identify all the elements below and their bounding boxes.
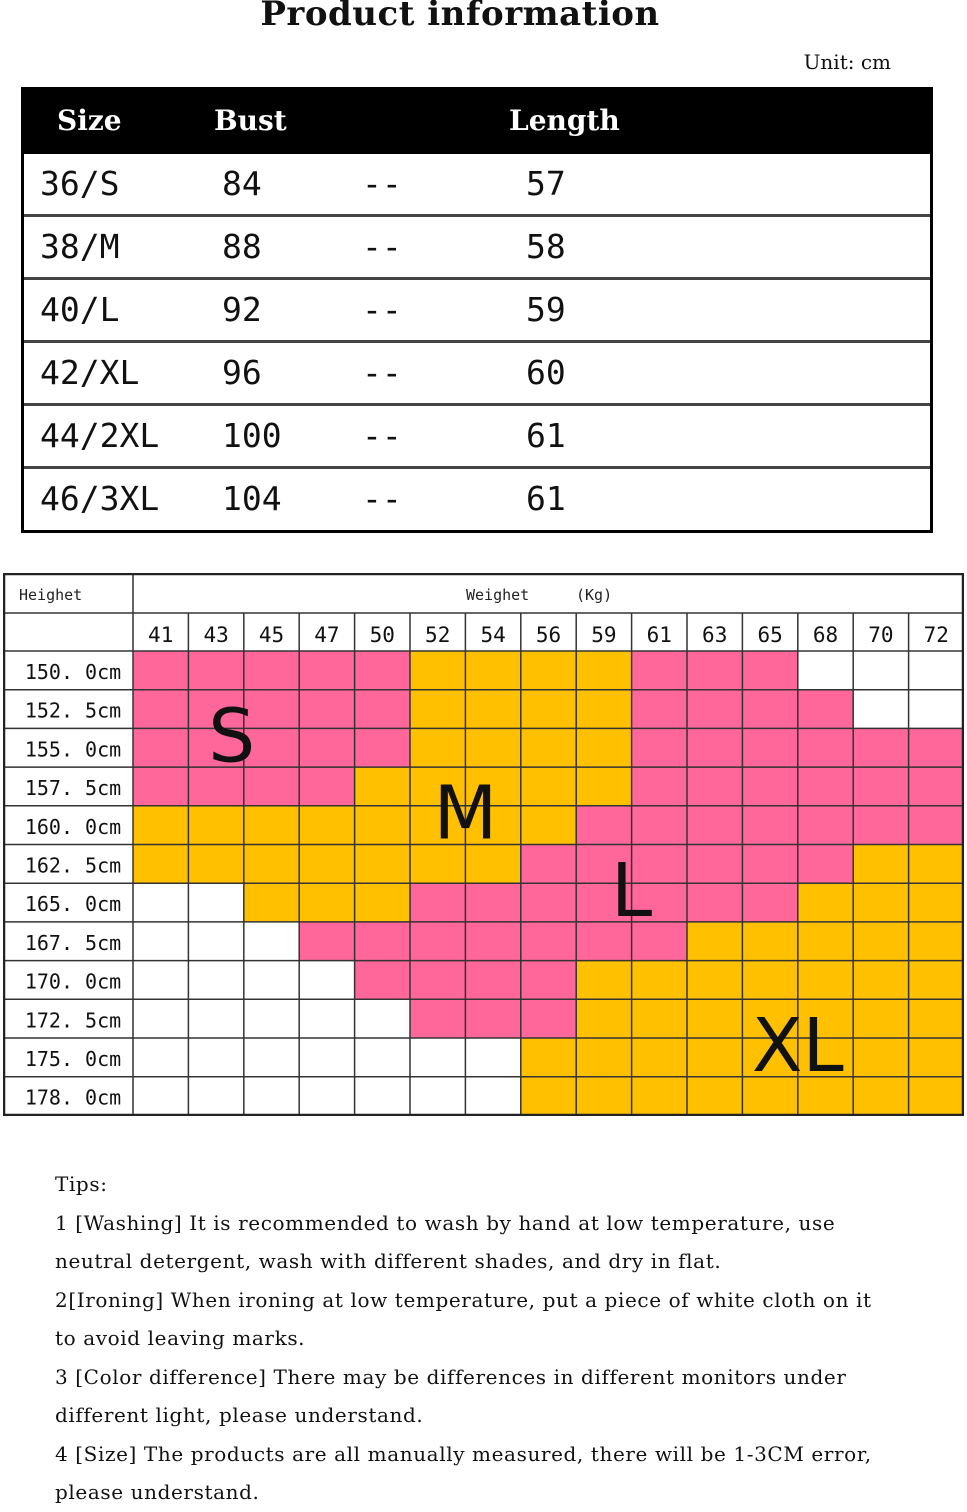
weight-unit: (Kg): [576, 586, 613, 604]
weight-label: 65: [757, 623, 783, 647]
height-label: 150. 0cm: [24, 660, 122, 684]
grid-cell: [853, 767, 909, 806]
grid-cell: [576, 1077, 632, 1116]
grid-cell: [410, 922, 466, 961]
bust-cell: 104: [222, 479, 282, 518]
tip-line: 4 [Size] The products are all manually measured, there will be 1-3CM error,: [55, 1441, 872, 1466]
grid-cell: [798, 728, 854, 767]
grid-cell: [410, 1077, 466, 1116]
grid-cell: [687, 922, 743, 961]
grid-cell: [742, 883, 798, 922]
grid-cell: [576, 690, 632, 729]
grid-cell: [410, 651, 466, 690]
grid-cell: [632, 767, 688, 806]
grid-cell: [632, 806, 688, 845]
grid-cell: [909, 922, 964, 961]
height-label: 165. 0cm: [24, 892, 122, 917]
tip-line: 2[Ironing] When ironing at low temperature, put a piece of white cloth on it: [55, 1287, 872, 1312]
separator-cell: --: [362, 353, 402, 392]
grid-cell: [687, 1038, 743, 1077]
grid-cell: [465, 728, 521, 767]
grid-cell: [909, 1077, 964, 1116]
grid-cell: [244, 651, 300, 690]
grid-cell: [632, 690, 688, 729]
length-cell: 61: [526, 416, 566, 455]
bust-cell: 84: [222, 164, 262, 203]
grid-cell: [798, 845, 854, 884]
grid-cell: [133, 1038, 189, 1077]
grid-cell: [465, 922, 521, 961]
grid-cell: [521, 690, 577, 729]
grid-cell: [909, 845, 964, 884]
grid-cell: [465, 690, 521, 729]
grid-cell: [576, 728, 632, 767]
grid-cell: [521, 922, 577, 961]
size-cell: 42/XL: [40, 353, 140, 392]
grid-cell: [909, 1038, 964, 1077]
table-row: [24, 469, 930, 532]
size-cell: 38/M: [40, 227, 120, 266]
header-bust: Bust: [214, 104, 287, 137]
separator-cell: --: [362, 416, 402, 455]
grid-cell: [133, 961, 189, 1000]
grid-cell: [188, 922, 244, 961]
height-label: 160. 0cm: [24, 814, 122, 839]
grid-cell: [188, 806, 244, 845]
grid-cell: [687, 883, 743, 922]
weight-header: Weighet: [466, 586, 530, 604]
unit-label: Unit: cm: [803, 50, 891, 74]
grid-cell: [576, 1038, 632, 1077]
separator-cell: --: [362, 479, 402, 518]
grid-cell: [133, 922, 189, 961]
grid-cell: [465, 961, 521, 1000]
grid-cell: [355, 1077, 411, 1116]
grid-cell: [133, 806, 189, 845]
grid-cell: [188, 845, 244, 884]
grid-cell: [853, 999, 909, 1038]
length-cell: 61: [526, 479, 566, 518]
grid-cell: [742, 767, 798, 806]
height-label: 170. 0cm: [24, 969, 122, 994]
grid-cell: [133, 767, 189, 806]
grid-cell: [853, 1077, 909, 1116]
grid-cell: [742, 728, 798, 767]
grid-cell: [798, 767, 854, 806]
grid-cell: [410, 1038, 466, 1077]
table-row: [24, 280, 930, 343]
grid-cell: [909, 728, 964, 767]
grid-cell: [521, 845, 577, 884]
length-cell: 58: [526, 227, 566, 266]
grid-cell: [355, 845, 411, 884]
height-label: 178. 0cm: [24, 1085, 122, 1110]
grid-cell: [299, 1038, 355, 1077]
grid-cell: [355, 767, 411, 806]
grid-cell: [576, 651, 632, 690]
size-chart: [3, 573, 964, 1116]
grid-cell: [244, 1038, 300, 1077]
weight-label: 56: [535, 623, 562, 647]
size-table: [21, 87, 933, 533]
grid-cell: [687, 767, 743, 806]
grid-cell: [687, 651, 743, 690]
table-row: [24, 217, 930, 280]
length-cell: 57: [526, 164, 566, 203]
separator-cell: --: [362, 227, 402, 266]
weight-label: 63: [702, 623, 728, 647]
tip-line: to avoid leaving marks.: [55, 1326, 306, 1350]
grid-cell: [188, 651, 244, 690]
separator-cell: --: [362, 164, 402, 203]
grid-cell: [687, 728, 743, 767]
weight-label: 72: [923, 623, 949, 647]
grid-cell: [521, 1077, 577, 1116]
grid-cell: [355, 690, 411, 729]
grid-cell: [355, 1038, 411, 1077]
grid-cell: [188, 1077, 244, 1116]
grid-cell: [410, 961, 466, 1000]
grid-cell: [355, 961, 411, 1000]
grid-cell: [299, 845, 355, 884]
grid-cell: [244, 883, 300, 922]
tip-line: neutral detergent, wash with different shades, and dry in flat.: [55, 1249, 722, 1273]
grid-cell: [742, 651, 798, 690]
grid-cell: [687, 961, 743, 1000]
grid-cell: [853, 961, 909, 1000]
size-zone-label: L: [610, 848, 653, 935]
grid-cell: [853, 728, 909, 767]
grid-cell: [133, 728, 189, 767]
size-table-header: [24, 90, 930, 154]
grid-cell: [188, 999, 244, 1038]
grid-cell: [798, 690, 854, 729]
grid-cell: [853, 806, 909, 845]
grid-cell: [133, 999, 189, 1038]
grid-cell: [909, 999, 964, 1038]
grid-cell: [355, 651, 411, 690]
height-label: 175. 0cm: [24, 1047, 122, 1071]
weight-label: 41: [148, 623, 174, 647]
length-cell: 59: [526, 290, 566, 329]
size-cell: 44/2XL: [40, 416, 160, 455]
grid-cell: [909, 806, 964, 845]
bust-cell: 96: [222, 353, 262, 392]
grid-cell: [355, 883, 411, 922]
grid-cell: [632, 1077, 688, 1116]
header-size: Size: [57, 104, 122, 137]
grid-cell: [632, 651, 688, 690]
grid-cell: [742, 961, 798, 1000]
grid-cell: [909, 651, 964, 690]
grid-cell: [687, 690, 743, 729]
grid-cell: [521, 728, 577, 767]
height-label: 157. 5cm: [24, 776, 122, 801]
grid-cell: [244, 1077, 300, 1116]
size-cell: 46/3XL: [40, 479, 160, 518]
grid-cell: [798, 651, 854, 690]
weight-label: 59: [591, 623, 617, 647]
grid-cell: [299, 651, 355, 690]
height-label: 172. 5cm: [24, 1008, 122, 1033]
grid-cell: [465, 1077, 521, 1116]
height-label: 167. 5cm: [24, 930, 122, 955]
grid-cell: [410, 690, 466, 729]
grid-cell: [355, 999, 411, 1038]
grid-cell: [742, 690, 798, 729]
grid-cell: [355, 922, 411, 961]
grid-cell: [521, 651, 577, 690]
weight-label: 43: [203, 623, 229, 647]
grid-cell: [853, 651, 909, 690]
grid-cell: [521, 767, 577, 806]
separator-cell: --: [362, 290, 402, 329]
grid-cell: [742, 922, 798, 961]
size-zone-label: M: [433, 770, 498, 857]
height-label: 155. 0cm: [24, 737, 122, 762]
weight-label: 47: [314, 623, 340, 647]
size-chart-grid: [3, 573, 964, 1116]
grid-cell: [299, 961, 355, 1000]
grid-cell: [909, 883, 964, 922]
tip-line: 1 [Washing] It is recommended to wash by hand at low temperature, use: [55, 1210, 836, 1235]
grid-cell: [521, 1038, 577, 1077]
grid-cell: [909, 690, 964, 729]
tip-line: please understand.: [55, 1480, 260, 1504]
grid-cell: [853, 922, 909, 961]
table-row: [24, 154, 930, 217]
grid-cell: [853, 1038, 909, 1077]
grid-cell: [465, 1038, 521, 1077]
grid-cell: [299, 1077, 355, 1116]
grid-cell: [742, 845, 798, 884]
grid-cell: [133, 651, 189, 690]
grid-cell: [909, 961, 964, 1000]
bust-cell: 100: [222, 416, 282, 455]
header-length: Length: [509, 104, 620, 137]
grid-cell: [410, 883, 466, 922]
grid-cell: [299, 806, 355, 845]
grid-cell: [576, 767, 632, 806]
grid-cell: [244, 845, 300, 884]
height-header: Heighet: [19, 586, 83, 604]
page-title: Product information: [260, 0, 660, 34]
grid-cell: [798, 922, 854, 961]
grid-cell: [687, 845, 743, 884]
grid-cell: [798, 883, 854, 922]
grid-cell: [853, 883, 909, 922]
grid-cell: [521, 883, 577, 922]
grid-cell: [465, 651, 521, 690]
table-row: [24, 406, 930, 469]
tip-line: 3 [Color difference] There may be differences in different monitors under: [55, 1364, 847, 1389]
grid-cell: [632, 961, 688, 1000]
size-cell: 36/S: [40, 164, 120, 203]
grid-cell: [133, 690, 189, 729]
grid-cell: [133, 845, 189, 884]
height-label: 152. 5cm: [24, 698, 122, 723]
grid-cell: [853, 690, 909, 729]
grid-cell: [632, 1038, 688, 1077]
weight-label: 61: [646, 623, 672, 647]
weight-label: 70: [868, 623, 894, 647]
grid-cell: [687, 999, 743, 1038]
grid-cell: [687, 806, 743, 845]
grid-cell: [410, 728, 466, 767]
grid-cell: [188, 961, 244, 1000]
grid-cell: [521, 806, 577, 845]
size-cell: 40/L: [40, 290, 120, 329]
height-label: 162. 5cm: [24, 853, 122, 878]
grid-cell: [355, 806, 411, 845]
grid-cell: [244, 806, 300, 845]
grid-cell: [355, 728, 411, 767]
grid-cell: [188, 1038, 244, 1077]
grid-cell: [299, 767, 355, 806]
weight-label: 45: [258, 623, 285, 647]
grid-cell: [909, 767, 964, 806]
grid-cell: [742, 806, 798, 845]
grid-cell: [853, 845, 909, 884]
grid-cell: [576, 961, 632, 1000]
grid-cell: [133, 883, 189, 922]
grid-cell: [299, 728, 355, 767]
grid-cell: [299, 922, 355, 961]
grid-cell: [521, 961, 577, 1000]
grid-cell: [632, 999, 688, 1038]
grid-cell: [299, 999, 355, 1038]
grid-cell: [244, 922, 300, 961]
weight-label: 50: [369, 623, 395, 647]
grid-cell: [798, 961, 854, 1000]
grid-cell: [521, 999, 577, 1038]
tips-section: [55, 1165, 935, 1512]
grid-cell: [632, 728, 688, 767]
weight-label: 68: [812, 623, 839, 647]
grid-cell: [687, 1077, 743, 1116]
tip-line: different light, please understand.: [55, 1403, 424, 1427]
grid-cell: [299, 883, 355, 922]
grid-cell: [244, 961, 300, 1000]
tips-title: Tips:: [55, 1172, 108, 1196]
size-zone-label: S: [208, 693, 256, 780]
grid-cell: [133, 1077, 189, 1116]
grid-cell: [576, 999, 632, 1038]
weight-label: 52: [425, 623, 451, 647]
grid-cell: [244, 999, 300, 1038]
grid-cell: [299, 690, 355, 729]
weight-label: 54: [480, 623, 506, 647]
grid-cell: [410, 999, 466, 1038]
table-row: [24, 343, 930, 406]
grid-cell: [188, 883, 244, 922]
grid-cell: [465, 999, 521, 1038]
grid-cell: [465, 883, 521, 922]
grid-cell: [798, 806, 854, 845]
bust-cell: 92: [222, 290, 262, 329]
size-zone-label: XL: [751, 1002, 844, 1089]
length-cell: 60: [526, 353, 566, 392]
bust-cell: 88: [222, 227, 262, 266]
grid-cell: [576, 806, 632, 845]
